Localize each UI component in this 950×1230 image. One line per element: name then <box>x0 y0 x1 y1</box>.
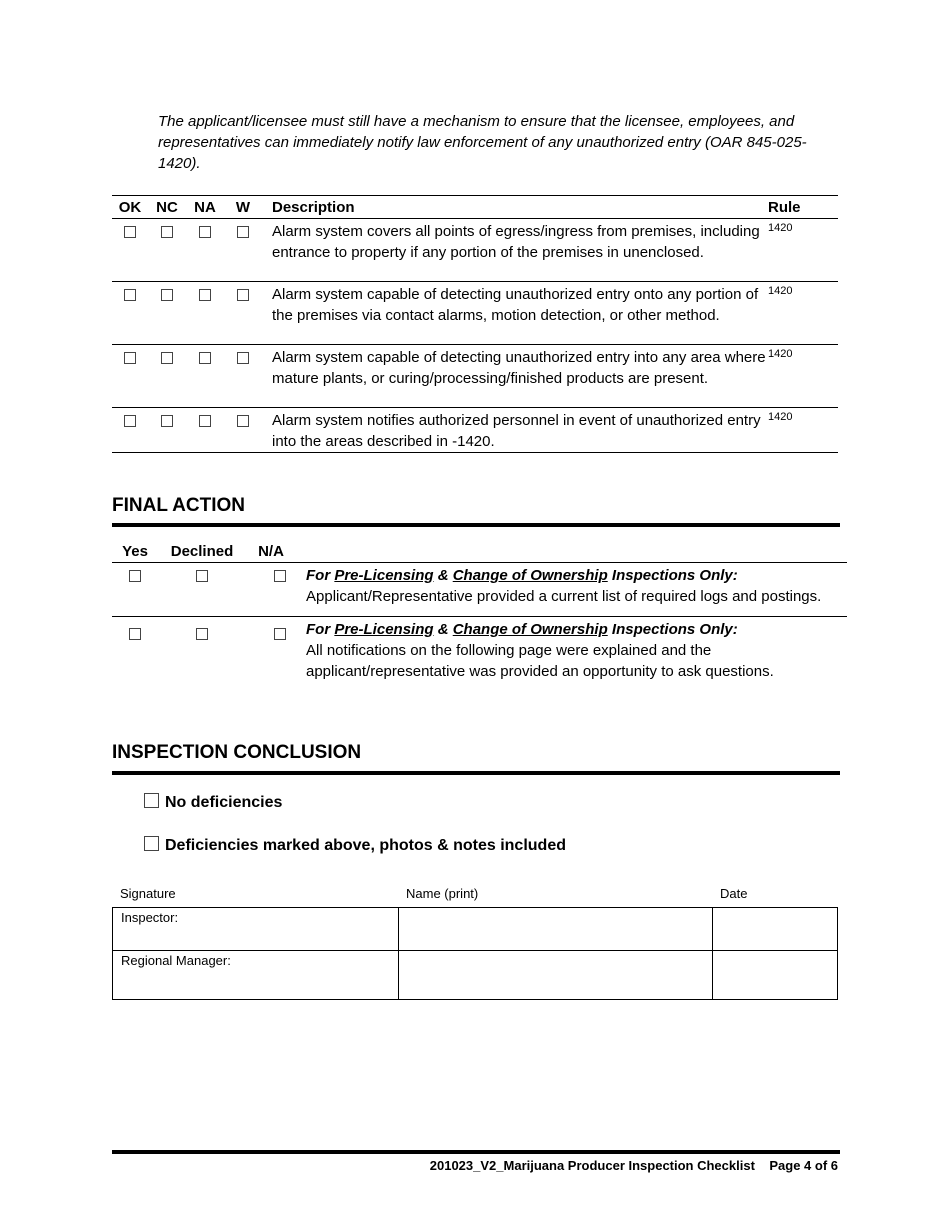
nc-checkbox[interactable] <box>161 226 173 238</box>
w-checkbox[interactable] <box>237 415 249 427</box>
yes-checkbox[interactable] <box>129 628 141 640</box>
col-rule: Rule <box>768 196 838 219</box>
final-action-header-row <box>112 540 847 563</box>
declined-checkbox[interactable] <box>196 570 208 582</box>
nc-checkbox[interactable] <box>161 289 173 301</box>
na-checkbox[interactable] <box>199 352 211 364</box>
date-header: Date <box>720 886 748 901</box>
col-nc: NC <box>148 196 186 219</box>
row-description: Alarm system covers all points of egress/ingress from premises, including entrance to property if any portion of the premises in unenclosed. <box>262 219 768 282</box>
row-description: Alarm system notifies authorized personnel in event of unauthorized entry into the areas described in -1420. <box>262 408 768 453</box>
na-checkbox[interactable] <box>199 289 211 301</box>
w-checkbox[interactable] <box>237 289 249 301</box>
ok-checkbox[interactable] <box>124 226 136 238</box>
checklist-header-row <box>112 196 838 219</box>
signature-header: Signature <box>120 886 176 901</box>
table-row <box>112 563 847 617</box>
row-rule: 1420 <box>768 219 838 282</box>
col-description: Description <box>262 196 768 219</box>
final-action-item: For Pre-Licensing & Change of Ownership Inspections Only: All notifications on the following page were explained and the applicant/representative was provided an opportunity to ask questions. <box>306 621 774 680</box>
col-ok: OK <box>112 196 148 219</box>
final-action-title: FINAL ACTION <box>112 495 245 516</box>
final-action-rule <box>112 523 840 527</box>
yes-checkbox[interactable] <box>129 570 141 582</box>
inspector-date-cell[interactable] <box>713 908 838 951</box>
col-w: W <box>224 196 262 219</box>
manager-date-cell[interactable] <box>713 951 838 1000</box>
nc-checkbox[interactable] <box>161 352 173 364</box>
row-rule: 1420 <box>768 408 838 453</box>
manager-name-cell[interactable] <box>398 951 713 1000</box>
table-row <box>112 282 838 345</box>
regional-manager-label: Regional Manager: <box>121 953 231 968</box>
signature-table <box>112 907 838 1000</box>
col-na: NA <box>186 196 224 219</box>
col-declined: Declined <box>158 540 246 563</box>
ok-checkbox[interactable] <box>124 415 136 427</box>
na-checkbox[interactable] <box>274 628 286 640</box>
manager-signature-cell[interactable] <box>113 951 399 1000</box>
inspection-conclusion-rule <box>112 771 840 775</box>
inspector-label: Inspector: <box>121 910 179 925</box>
row-description: Alarm system capable of detecting unauthorized entry into any area where mature plants, or curing/processing/finished products are present. <box>262 345 768 408</box>
row-description: Alarm system capable of detecting unauthorized entry onto any portion of the premises via contact alarms, motion detection, or other method. <box>262 282 768 345</box>
inspection-conclusion-title: INSPECTION CONCLUSION <box>112 742 362 763</box>
row-rule: 1420 <box>768 345 838 408</box>
table-row <box>112 617 847 692</box>
no-deficiencies-label: No deficiencies <box>165 794 283 811</box>
row-rule: 1420 <box>768 282 838 345</box>
ok-checkbox[interactable] <box>124 289 136 301</box>
na-checkbox[interactable] <box>274 570 286 582</box>
intro-paragraph: The applicant/licensee must still have a mechanism to ensure that the licensee, employees, and representatives can immediately notify law enforcement of any unauthorized entry (OAR 845-025-1420). <box>158 113 807 172</box>
final-action-item: For Pre-Licensing & Change of Ownership Inspections Only: Applicant/Representative provided a current list of required logs and postings. <box>306 563 847 617</box>
checklist-table <box>112 195 838 453</box>
table-row <box>113 908 838 951</box>
no-deficiencies-option[interactable] <box>144 793 282 812</box>
page-footer: 201023_V2_Marijuana Producer Inspection Checklist Page 4 of 6 <box>429 1158 838 1173</box>
deficiencies-label: Deficiencies marked above, photos & notes included <box>165 837 566 854</box>
declined-checkbox[interactable] <box>196 628 208 640</box>
footer-rule <box>112 1150 840 1154</box>
na-checkbox[interactable] <box>199 226 211 238</box>
final-action-text: Applicant/Representative provided a current list of required logs and postings. <box>306 588 822 605</box>
deficiencies-option[interactable] <box>144 836 566 855</box>
table-row <box>112 219 838 282</box>
na-checkbox[interactable] <box>199 415 211 427</box>
deficiencies-checkbox[interactable] <box>144 836 159 851</box>
col-yes: Yes <box>112 540 158 563</box>
table-row <box>113 951 838 1000</box>
w-checkbox[interactable] <box>237 352 249 364</box>
w-checkbox[interactable] <box>237 226 249 238</box>
table-row <box>112 408 838 453</box>
final-action-text: All notifications on the following page were explained and the applicant/representative was provided an opportunity to ask questions. <box>306 642 774 680</box>
nc-checkbox[interactable] <box>161 415 173 427</box>
table-row <box>112 345 838 408</box>
final-action-table <box>112 540 847 691</box>
col-na: N/A <box>246 540 296 563</box>
ok-checkbox[interactable] <box>124 352 136 364</box>
inspector-signature-cell[interactable] <box>113 908 399 951</box>
name-print-header: Name (print) <box>406 886 479 901</box>
inspector-name-cell[interactable] <box>398 908 713 951</box>
no-deficiencies-checkbox[interactable] <box>144 793 159 808</box>
